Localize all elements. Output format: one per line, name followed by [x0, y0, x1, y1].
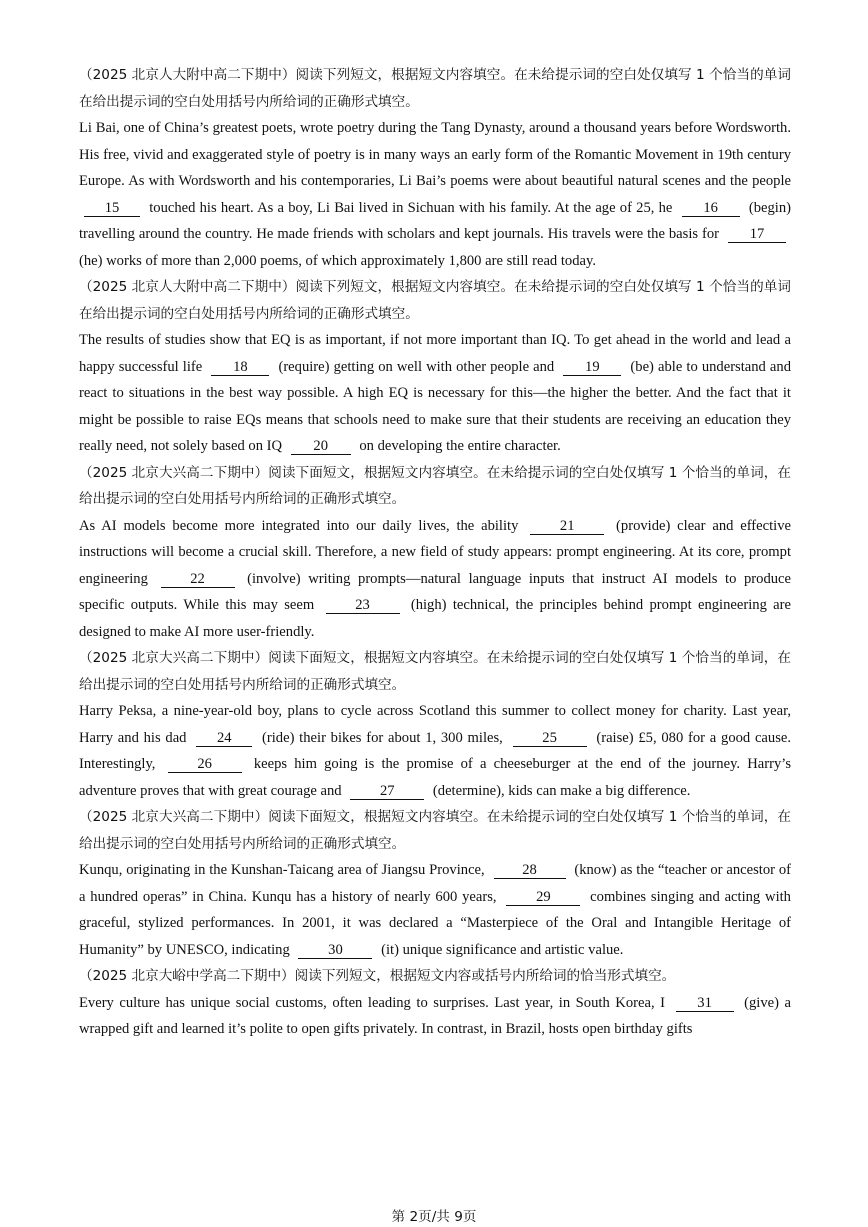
answer-blank-29[interactable]: 29 — [506, 889, 580, 906]
answer-blank-23[interactable]: 23 — [326, 597, 400, 614]
passage-segment: The results of studies show that EQ is as important, if not more important than IQ. To get ahead in the world and lead a happy successful life — [79, 332, 791, 375]
passage-segment: (require) getting on well with other people and — [278, 358, 555, 375]
passage-text — [79, 698, 791, 804]
section-instruction: （2025 北京大峪中学高二下期中）阅读下列短文，根据短文内容或括号内所给词的恰当形式填空。 — [79, 968, 676, 984]
passage-segment: Every culture has unique social customs, often leading to surprises. Last year, in South Korea, I — [79, 994, 665, 1011]
passage-segment: (it) unique significance and artistic value. — [381, 941, 624, 958]
passage-segment: (give) a wrapped gift and learned it’s polite to open gifts privately. In contrast, in Brazil, hosts open birthday gifts — [79, 994, 791, 1037]
answer-blank-17[interactable]: 17 — [728, 226, 786, 243]
passage-segment: (high) technical, the principles behind prompt engineering are designed to make AI more user-friendly. — [79, 597, 791, 640]
passage-text — [79, 115, 791, 274]
answer-blank-20[interactable]: 20 — [291, 438, 351, 455]
answer-blank-21[interactable]: 21 — [530, 518, 604, 535]
answer-blank-22[interactable]: 22 — [161, 571, 235, 588]
answer-blank-27[interactable]: 27 — [350, 783, 424, 800]
passage-segment: (ride) their bikes for about 1, 300 miles, — [262, 729, 503, 746]
answer-blank-25[interactable]: 25 — [513, 730, 587, 747]
passage-segment: As AI models become more integrated into our daily lives, the ability — [79, 517, 519, 534]
section-instruction: （2025 北京大兴高二下期中）阅读下面短文，根据短文内容填空。在未给提示词的空白处仅填写 1 个恰当的单词，在给出提示词的空白处用括号内所给词的正确形式填空。 — [79, 464, 791, 507]
passage-segment: (involve) writing prompts—natural language inputs that instruct AI models to produce specific outputs. While this may seem — [79, 570, 791, 613]
passage-segment: Kunqu, originating in the Kunshan-Taicang area of Jiangsu Province, — [79, 862, 485, 878]
passage-segment: (know) as the “teacher or ancestor of a hundred operas” in China. Kunqu has a history of nearly 600 years, — [79, 862, 791, 905]
passage-segment: (raise) £5, 080 for a good cause. Interestingly, — [79, 729, 792, 772]
passage-segment: (he) works of more than 2,000 poems, of which approximately 1,800 are still read today. — [79, 252, 596, 269]
page-footer: 第 2页/共 9页 — [391, 1209, 477, 1225]
passage-segment: combines singing and acting with graceful, stylized performances. In 2001, it was declared a “Masterpiece of the Oral and Intangible Heritage of Humanity” by UNESCO, indicating — [79, 888, 791, 958]
answer-blank-19[interactable]: 19 — [563, 359, 621, 376]
answer-blank-18[interactable]: 18 — [211, 359, 269, 376]
section-instruction: （2025 北京大兴高二下期中）阅读下面短文，根据短文内容填空。在未给提示词的空白处仅填写 1 个恰当的单词，在给出提示词的空白处用括号内所给词的正确形式填空。 — [79, 809, 791, 852]
passage-segment: (be) able to understand and react to situations in the best way possible. A high EQ is necessary for this—the higher the better. And the fact that it might be possible to raise EQs means that schools need to make sure that their students are receiving an education they really need, not solely based on IQ — [79, 358, 792, 454]
passage-text — [79, 990, 791, 1043]
answer-blank-30[interactable]: 30 — [298, 942, 372, 959]
section-instruction: （2025 北京大兴高二下期中）阅读下面短文，根据短文内容填空。在未给提示词的空白处仅填写 1 个恰当的单词，在给出提示词的空白处用括号内所给词的正确形式填空。 — [79, 650, 791, 693]
answer-blank-26[interactable]: 26 — [168, 756, 242, 773]
exercise-content — [79, 62, 791, 1043]
answer-blank-31[interactable]: 31 — [676, 995, 734, 1012]
passage-segment: touched his heart. As a boy, Li Bai lived in Sichuan with his family. At the age of 25, he — [149, 199, 673, 216]
answer-blank-24[interactable]: 24 — [196, 730, 252, 747]
answer-blank-15[interactable]: 15 — [84, 200, 140, 217]
passage-segment: (determine), kids can make a big difference. — [432, 782, 691, 799]
passage-text — [79, 857, 791, 963]
passage-segment: (provide) clear and effective instructions will become a crucial skill. Therefore, a new field of study appears: prompt engineering. At its core, prompt engineering — [79, 517, 791, 587]
passage-text — [79, 327, 791, 460]
passage-segment: Harry Peksa, a nine-year-old boy, plans to cycle across Scotland this summer to collect money for charity. Last year, Harry and his dad — [79, 703, 791, 746]
passage-segment: on developing the entire character. — [359, 438, 561, 454]
answer-blank-16[interactable]: 16 — [682, 200, 740, 217]
passage-segment: (begin) travelling around the country. He made friends with scholars and kept journals. His travels were the basis for — [79, 199, 791, 242]
answer-blank-28[interactable]: 28 — [494, 862, 566, 879]
section-instruction: （2025 北京人大附中高二下期中）阅读下列短文，根据短文内容填空。在未给提示词的空白处仅填写 1 个恰当的单词在给出提示词的空白处用括号内所给词的正确形式填空。 — [79, 279, 791, 322]
passage-text — [79, 513, 791, 646]
section-instruction: （2025 北京人大附中高二下期中）阅读下列短文，根据短文内容填空。在未给提示词的空白处仅填写 1 个恰当的单词在给出提示词的空白处用括号内所给词的正确形式填空。 — [79, 67, 791, 110]
passage-segment: keeps him going is the promise of a cheeseburger at the end of the journey. Harry’s adventure proves that with great courage and — [79, 756, 792, 799]
passage-segment: Li Bai, one of China’s greatest poets, wrote poetry during the Tang Dynasty, around a thousand years before Wordsworth. His free, vivid and exaggerated style of poetry is in many ways an early form of the Romantic Movement in 19th century Europe. As with Wordsworth and his contemporaries, Li Bai’s poems were about beautiful natural scenes and the people — [79, 120, 791, 189]
